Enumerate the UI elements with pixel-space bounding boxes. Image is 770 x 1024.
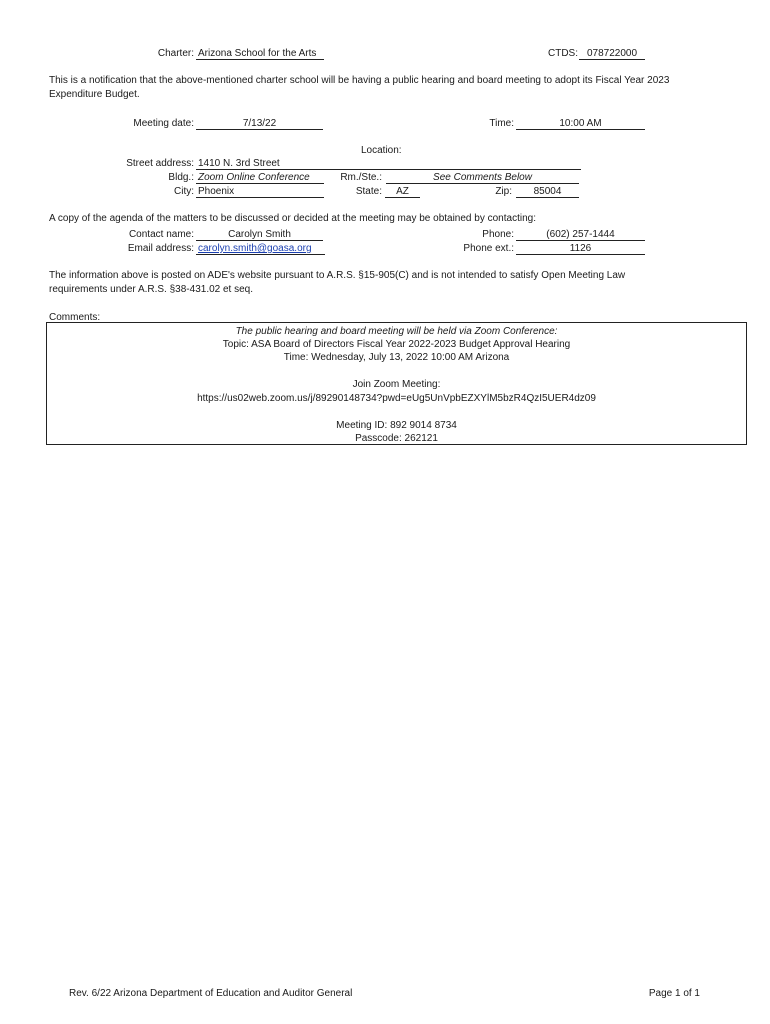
- page-number: Page 1 of 1: [648, 988, 700, 999]
- contact-name-value[interactable]: Carolyn Smith: [196, 229, 323, 241]
- notice-line-2: requirements under A.R.S. §38-431.02 et seq.: [49, 284, 254, 295]
- comments-line-1: The public hearing and board meeting will be held via Zoom Conference:: [235, 326, 558, 337]
- comments-line-3: Time: Wednesday, July 13, 2022 10:00 AM Arizona: [283, 352, 510, 363]
- charter-label: Charter:: [157, 48, 194, 59]
- agenda-intro: A copy of the agenda of the matters to be discussed or decided at the meeting may be obtained by contacting:: [49, 213, 536, 224]
- street-value[interactable]: 1410 N. 3rd Street: [196, 158, 581, 170]
- intro-line-2: Expenditure Budget.: [49, 89, 140, 100]
- meeting-id: Meeting ID: 892 9014 8734: [336, 420, 457, 431]
- zip-label: Zip:: [495, 186, 512, 197]
- city-label: City:: [174, 186, 194, 197]
- meeting-time-label: Time:: [489, 118, 514, 129]
- meeting-date-label: Meeting date:: [133, 118, 194, 129]
- ctds-value[interactable]: 078722000: [579, 48, 645, 60]
- bldg-value[interactable]: Zoom Online Conference: [196, 172, 324, 184]
- email-label: Email address:: [127, 243, 194, 254]
- passcode: Passcode: 262121: [355, 433, 438, 444]
- bldg-label: Bldg.:: [168, 172, 194, 183]
- meeting-date-value[interactable]: 7/13/22: [196, 118, 323, 130]
- footer-revision: Rev. 6/22 Arizona Department of Education and Auditor General: [69, 988, 353, 999]
- rm-value[interactable]: See Comments Below: [386, 172, 579, 184]
- charter-value[interactable]: Arizona School for the Arts: [196, 48, 324, 60]
- phone-label: Phone:: [482, 229, 514, 240]
- rm-label: Rm./Ste.:: [340, 172, 382, 183]
- comments-label: Comments:: [49, 312, 101, 323]
- phone-value[interactable]: (602) 257-1444: [516, 229, 645, 241]
- comments-line-2: Topic: ASA Board of Directors Fiscal Year 2022-2023 Budget Approval Hearing: [222, 339, 571, 350]
- comments-line-4: Join Zoom Meeting:: [352, 379, 441, 390]
- ctds-label: CTDS:: [548, 48, 578, 59]
- state-label: State:: [355, 186, 382, 197]
- meeting-time-value[interactable]: 10:00 AM: [516, 118, 645, 130]
- contact-name-label: Contact name:: [128, 229, 194, 240]
- state-value[interactable]: AZ: [385, 186, 420, 198]
- intro-line-1: This is a notification that the above-mentioned charter school will be having a public hearing and board meeting to adopt its Fiscal Year 2023: [49, 75, 670, 86]
- comments-box[interactable]: [46, 322, 747, 445]
- city-value[interactable]: Phoenix: [196, 186, 324, 198]
- zip-value[interactable]: 85004: [516, 186, 579, 198]
- phone-ext-value[interactable]: 1126: [516, 243, 645, 255]
- location-heading: Location:: [361, 145, 402, 156]
- zoom-link: https://us02web.zoom.us/j/89290148734?pwd=eUg5UnVpbEZXYlM5bzR4QzI5UER4dz09: [197, 393, 596, 404]
- phone-ext-label: Phone ext.:: [463, 243, 514, 254]
- notice-line-1: The information above is posted on ADE's website pursuant to A.R.S. §15-905(C) and is not intended to satisfy Open Meeting Law: [49, 270, 626, 281]
- street-label: Street address:: [126, 158, 194, 169]
- email-link[interactable]: carolyn.smith@goasa.org: [198, 243, 312, 254]
